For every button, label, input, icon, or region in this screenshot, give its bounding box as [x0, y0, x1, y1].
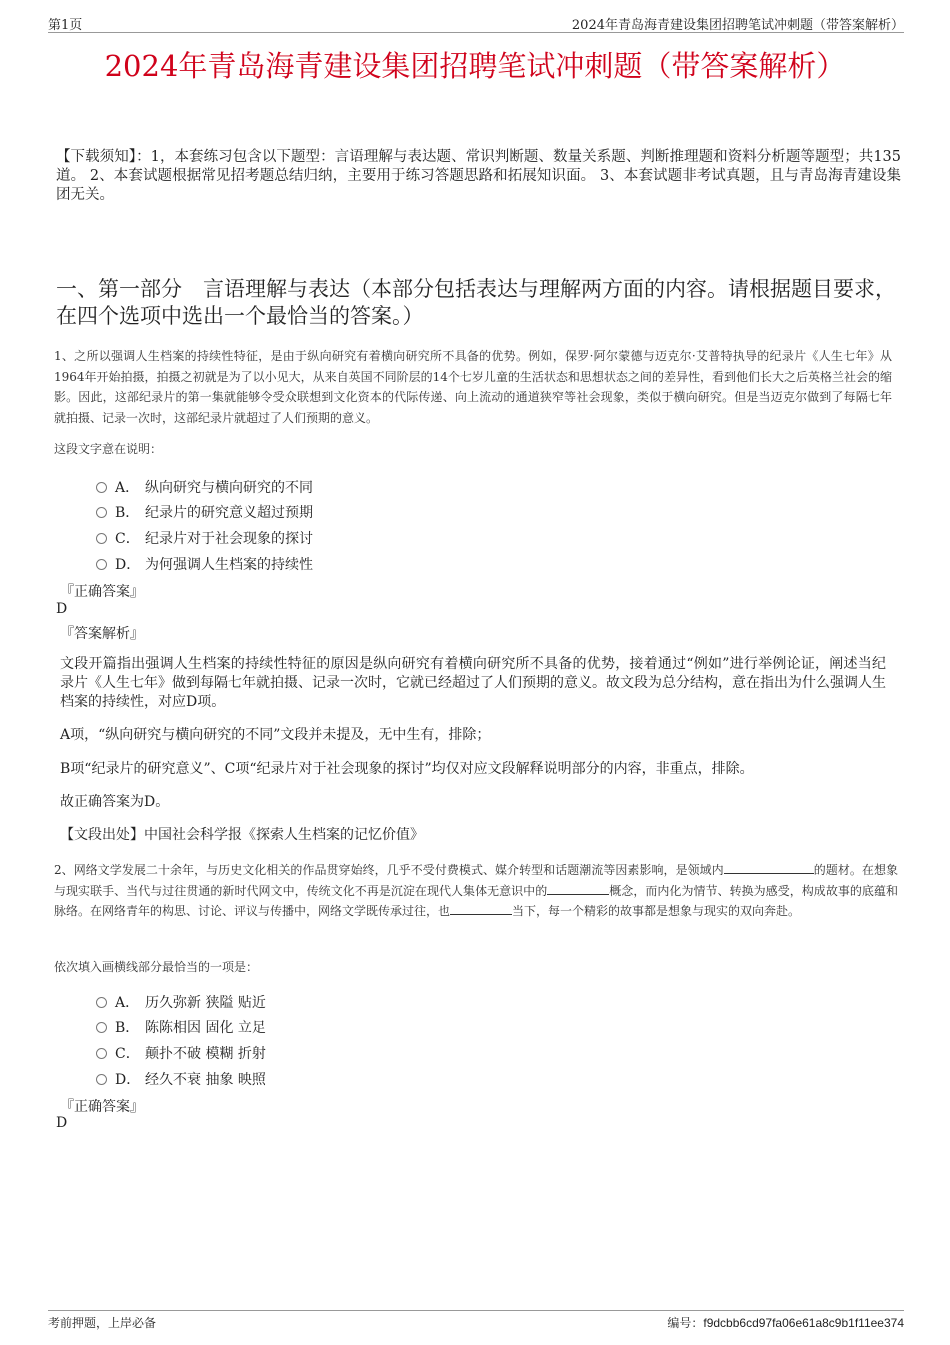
- question-2-prompt: 依次填入画横线部分最恰当的一项是：: [54, 960, 259, 974]
- radio-icon[interactable]: [96, 482, 107, 493]
- question-2-text: [54, 860, 898, 922]
- q2-answer-heading: 『正确答案』: [60, 1099, 144, 1115]
- option-text: 为何强调人生档案的持续性: [145, 557, 313, 573]
- radio-icon[interactable]: [96, 1048, 107, 1059]
- option-label: D．: [115, 1072, 141, 1088]
- option-text: 纪录片对于社会现象的探讨: [145, 531, 313, 547]
- q1-source: 【文段出处】中国社会科学报《探索人生档案的记忆价值》: [60, 827, 424, 843]
- q1-answer: D: [56, 601, 68, 617]
- question-1-prompt: 这段文字意在说明：: [54, 442, 163, 456]
- radio-icon[interactable]: [96, 1022, 107, 1033]
- option-text: 历久弥新 狭隘 贴近: [145, 995, 266, 1011]
- q2-text-part: 2、网络文学发展二十余年，与历史文化相关的作品贯穿始终，几乎不受付费模式、媒介转型和话题潮流等因素影响，是领域内: [54, 863, 724, 877]
- page-number: 第1页: [48, 18, 83, 33]
- option-label: B．: [115, 505, 140, 521]
- section-title: 一、第一部分 言语理解与表达（本部分包括表达与理解两方面的内容。请根据题目要求，在四个选项中选出一个最恰当的答案。）: [56, 277, 896, 328]
- q1-analysis-paragraph: B项“纪录片的研究意义”、C项“纪录片对于社会现象的探讨”均仅对应文段解释说明部分的内容，非重点，排除。: [60, 761, 754, 777]
- header-doc-title: 2024年青岛海青建设集团招聘笔试冲刺题（带答案解析）: [571, 18, 904, 33]
- q1-answer-heading: 『正确答案』: [60, 584, 144, 600]
- radio-icon[interactable]: [96, 533, 107, 544]
- q2-text-part: 的题材。在想象与现实联手、当代与过往贯通的新时代网文中，传统文化不再是沉淀在现代人集体无意识中的: [54, 863, 898, 898]
- page-title: 2024年青岛海青建设集团招聘笔试冲刺题（带答案解析）: [104, 49, 846, 83]
- option-text: 陈陈相因 固化 立足: [145, 1020, 266, 1036]
- download-notice: 【下载须知】：1，本套练习包含以下题型：言语理解与表达题、常识判断题、数量关系题、判断推理题和资料分析题等题型；共135道。 2、本套试题根据常见招考题总结归纳，主要用于练习答题思路和拓展知识面。 3、本套试题非考试真题，且与青岛海青建设集团无关。: [56, 149, 901, 203]
- option-text: 经久不衰 抽象 映照: [145, 1072, 266, 1088]
- option-label: C．: [115, 1046, 140, 1062]
- radio-icon[interactable]: [96, 507, 107, 518]
- option-label: C．: [115, 531, 140, 547]
- fill-blank-3[interactable]: [450, 902, 512, 915]
- footer-slogan: 考前押题，上岸必备: [48, 1316, 157, 1330]
- option-text: 纪录片的研究意义超过预期: [145, 505, 313, 521]
- q2-option-a[interactable]: [96, 992, 266, 1012]
- q1-option-c[interactable]: [96, 528, 313, 548]
- fill-blank-2[interactable]: [547, 882, 609, 895]
- q1-analysis-paragraph: 故正确答案为D。: [60, 794, 170, 810]
- q2-option-d[interactable]: [96, 1069, 266, 1089]
- q1-analysis-paragraph: 文段开篇指出强调人生档案的持续性特征的原因是纵向研究有着横向研究所不具备的优势，接着通过“例如”进行举例论证，阐述当纪录片《人生七年》做到每隔七年就拍摄、记录一次时，它就已经超过了人们预期的意义。故文段为总分结构，意在指出为什么强调人生档案的持续性，对应D项。: [60, 656, 886, 710]
- q1-analysis-paragraph: A项，“纵向研究与横向研究的不同”文段并未提及，无中生有，排除；: [60, 727, 491, 743]
- option-text: 颠扑不破 模糊 折射: [145, 1046, 266, 1062]
- option-label: A．: [115, 480, 140, 496]
- footer-divider: [48, 1310, 904, 1311]
- q2-text-part: 概念，而内化为情节、转换为感受，构成故事的底蕴和脉络。在网络青年的构思、讨论、评议与传播中，网络文学既传承过往，也: [54, 883, 898, 918]
- header-divider: [48, 32, 904, 33]
- q2-option-c[interactable]: [96, 1043, 266, 1063]
- q2-option-b[interactable]: [96, 1017, 266, 1037]
- q1-option-a[interactable]: [96, 477, 313, 497]
- fill-blank-1[interactable]: [724, 861, 814, 874]
- q2-text-part: 当下，每一个精彩的故事都是想象与现实的双向奔赴。: [512, 904, 801, 918]
- radio-icon[interactable]: [96, 559, 107, 570]
- q1-option-d[interactable]: [96, 554, 313, 574]
- option-text: 纵向研究与横向研究的不同: [145, 480, 313, 496]
- q1-option-b[interactable]: [96, 502, 313, 522]
- option-label: A．: [115, 995, 140, 1011]
- q2-answer: D: [56, 1115, 68, 1131]
- radio-icon[interactable]: [96, 1074, 107, 1085]
- option-label: D．: [115, 557, 141, 573]
- footer-serial: 编号：f9dcbb6cd97fa06e61a8c9b1f11ee374: [667, 1316, 904, 1330]
- question-1-text: 1、之所以强调人生档案的持续性特征，是由于纵向研究有着横向研究所不具备的优势。例如，保罗·阿尔蒙德与迈克尔·艾普特执导的纪录片《人生七年》从1964年开始拍摄，拍摄之初就是为了以小见大，从来自英国不同阶层的14个七岁儿童的生活状态和思想状态之间的差异性，看到他们长大之后英格兰社会的缩影。因此，这部纪录片的第一集就能够令受众联想到文化资本的代际传递、向上流动的通道狭窄等社会现象，类似于横向研究。但是当迈克尔做到了每隔七年就拍摄、记录一次时，这部纪录片就超过了人们预期的意义。: [54, 349, 892, 425]
- option-label: B．: [115, 1020, 140, 1036]
- q1-analysis-heading: 『答案解析』: [60, 626, 144, 642]
- radio-icon[interactable]: [96, 997, 107, 1008]
